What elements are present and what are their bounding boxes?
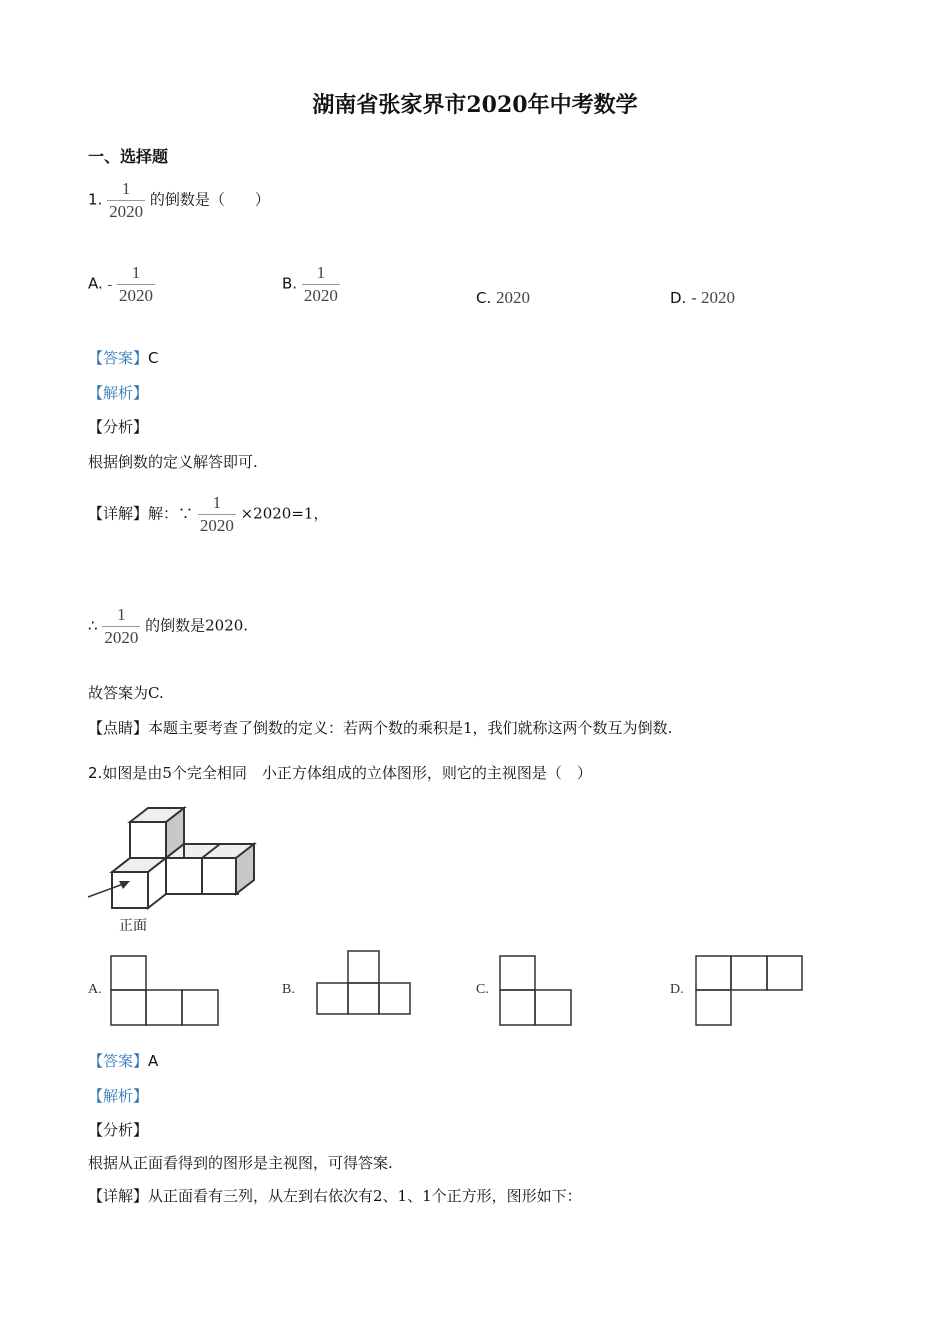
q1-answer: 【答案】C bbox=[88, 349, 159, 367]
q1-fraction: $\frac{1}{2020}$ bbox=[109, 179, 144, 221]
q1-option-d: D. - 2020 bbox=[670, 288, 736, 307]
q1-option-a: A. - $\frac{1}{2020}$ bbox=[88, 263, 153, 305]
q1-detail: 【详解】解：∵ $\frac{1}{2020}$ ×2020=1， bbox=[88, 493, 329, 535]
q1-number: 1. bbox=[88, 190, 103, 209]
q2-stem: 2.如图是由5个完全相同 小正方体组成的立体图形，则它的主视图是（ ） bbox=[88, 764, 592, 782]
q1-therefore: ∴ $\frac{1}{2020}$ 的倒数是2020. bbox=[88, 605, 249, 647]
q1-option-b: B. $\frac{1}{2020}$ bbox=[282, 263, 338, 305]
q2-front-label: 正面 bbox=[119, 918, 147, 934]
q1-comment: 【点睛】本题主要考查了倒数的定义：若两个数的乘积是1，我们就称这两个数互为倒数. bbox=[88, 719, 673, 737]
q1-therefore-fraction: $\frac{1}{2020}$ bbox=[104, 605, 139, 647]
q2-fenxi-text: 根据从正面看得到的图形是主视图，可得答案. bbox=[88, 1154, 393, 1172]
q2-option-b-label: B. bbox=[282, 982, 295, 997]
q1-option-b-fraction: $\frac{1}{2020}$ bbox=[303, 263, 338, 305]
q1-conclusion: 故答案为C. bbox=[88, 684, 164, 702]
q2-option-d-label: D. bbox=[670, 982, 684, 997]
q1-analysis-tag: 【解析】 bbox=[88, 384, 149, 402]
q1-option-c: C. 2020 bbox=[476, 288, 531, 307]
q2-detail: 【详解】从正面看有三列，从左到右依次有2、1、1个正方形，图形如下： bbox=[88, 1187, 582, 1205]
q1-stem-text: 的倒数是（ ） bbox=[149, 190, 270, 209]
q2-answer: 【答案】A bbox=[88, 1052, 159, 1070]
q1-option-a-fraction: $\frac{1}{2020}$ bbox=[119, 263, 153, 305]
q2-analysis-tag: 【解析】 bbox=[88, 1087, 149, 1105]
q2-option-a-label: A. bbox=[88, 982, 102, 997]
q1-fenxi-text: 根据倒数的定义解答即可. bbox=[88, 453, 258, 471]
q1-detail-fraction: $\frac{1}{2020}$ bbox=[199, 493, 234, 535]
q1-fenxi-tag: 【分析】 bbox=[88, 418, 149, 436]
q2-fenxi-tag: 【分析】 bbox=[88, 1121, 149, 1139]
section-heading: 一、选择题 bbox=[88, 147, 169, 166]
page-title: 湖南省张家界市2020年中考数学 bbox=[312, 92, 638, 118]
q2-option-c-label: C. bbox=[476, 982, 489, 997]
